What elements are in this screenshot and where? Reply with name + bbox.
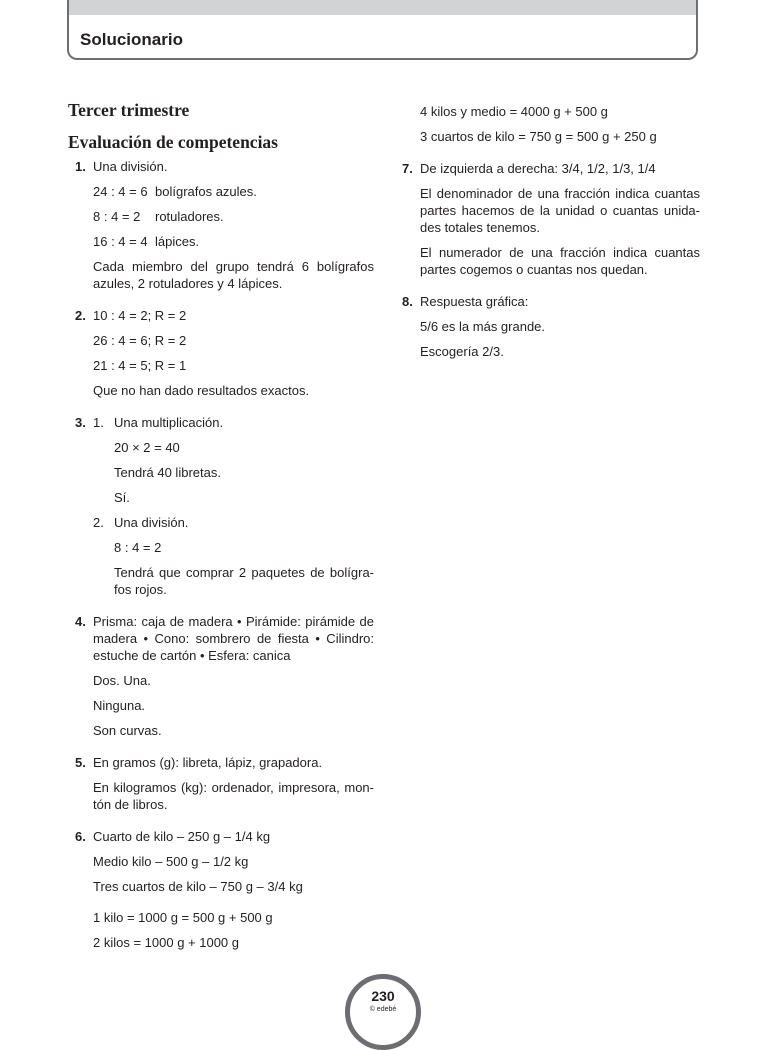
left-column [68,98,374,959]
operation: 8 : 4 = 2 [93,209,141,224]
copyright-text: © edebé [369,1006,397,1013]
question-number: 7. [402,161,413,176]
answer-line: 26 : 4 = 6; R = 2 [93,333,187,348]
answer-line: 3 cuartos de kilo = 750 g = 500 g + 250 g [420,129,657,144]
header-band [69,0,696,15]
answer-line: 21 : 4 = 5; R = 1 [93,358,187,373]
answer-line: 10 : 4 = 2; R = 2 [93,308,187,323]
answer-line: Escogería 2/3. [420,344,504,359]
answer-line: Sí. [114,490,130,505]
question-number: 2. [75,308,86,323]
question-number: 3. [75,415,86,430]
operation-label: rotuladores. [155,209,224,224]
answer-line: 1 kilo = 1000 g = 500 g + 500 g [93,910,273,925]
sub-number: 1. [93,415,104,430]
question-1 [68,158,374,292]
question-8 [402,293,700,360]
operation-label: lápices. [155,234,200,249]
answer-line: Una división. [114,515,189,530]
answer-line: El numerador de una fracción indica cuantas partes cogemos o cuantas nos quedan. [420,245,700,277]
answer-line: 8 : 4 = 2 [114,540,162,555]
question-number: 1. [75,159,86,174]
answer-line: Una multiplicación. [114,415,224,430]
answer-line: 4 kilos y medio = 4000 g + 500 g [420,104,608,119]
header-box [67,0,698,60]
section-title: Tercer trimestre [68,100,190,120]
right-column [402,103,700,368]
sub-answer-2 [93,514,374,598]
operation-row [93,208,374,225]
question-2 [68,307,374,399]
answer-line: Que no han dado resultados exactos. [93,383,310,398]
answer-line: Son curvas. [93,723,162,738]
sub-answer-1 [93,414,374,506]
page-number-badge [345,974,421,1050]
question-number: 4. [75,614,86,629]
header-title: Solucionario [80,30,183,49]
subsection-title: Evaluación de competencias [68,132,278,152]
answer-line: Tendrá 40 libretas. [114,465,221,480]
answer-line: Dos. Una. [93,673,151,688]
answer-line: 5/6 es la más grande. [420,319,546,334]
answer-line: Tendrá que comprar 2 paquetes de bolígra-fos rojos. [114,565,374,597]
operation: 24 : 4 = 6 [93,184,148,199]
question-number: 6. [75,829,86,844]
sub-number: 2. [93,515,104,530]
answer-line: 20 × 2 = 40 [114,440,180,455]
page-number: 230 [371,988,395,1004]
question-5 [68,754,374,813]
question-number: 8. [402,294,413,309]
operation-row [93,183,374,200]
answer-line: Una división. [93,159,168,174]
answer-line: Medio kilo – 500 g – 1/2 kg [93,854,249,869]
question-3 [68,414,374,598]
answer-line: Tres cuartos de kilo – 750 g – 3/4 kg [93,879,303,894]
answer-line: Respuesta gráfica: [420,294,529,309]
answer-line: De izquierda a derecha: 3/4, 1/2, 1/3, 1/4 [420,161,656,176]
question-number: 5. [75,755,86,770]
answer-line: Cada miembro del grupo tendrá 6 bolígrafos azules, 2 rotuladores y 4 lápices. [93,259,374,291]
answer-line: El denominador de una fracción indica cuantas partes hacemos de la unidad o cuantas unida-des totales tenemos. [420,186,700,235]
question-4 [68,613,374,739]
operation: 16 : 4 = 4 [93,234,148,249]
answer-line: En gramos (g): libreta, lápiz, grapadora. [93,755,323,770]
answer-line: 2 kilos = 1000 g + 1000 g [93,935,240,950]
answer-line: En kilogramos (kg): ordenador, impresora, mon-tón de libros. [93,780,374,812]
operation-label: bolígrafos azules. [155,184,257,199]
answer-line: Prisma: caja de madera • Pirámide: pirámide de madera • Cono: sombrero de fiesta • Cilindro: estuche de cartón • Esfera: canica [93,614,374,663]
question-7 [402,160,700,278]
question-6 [68,828,374,951]
question-6-continued [402,103,700,145]
answer-line: Ninguna. [93,698,146,713]
answer-line: Cuarto de kilo – 250 g – 1/4 kg [93,829,271,844]
operation-row [93,233,374,250]
